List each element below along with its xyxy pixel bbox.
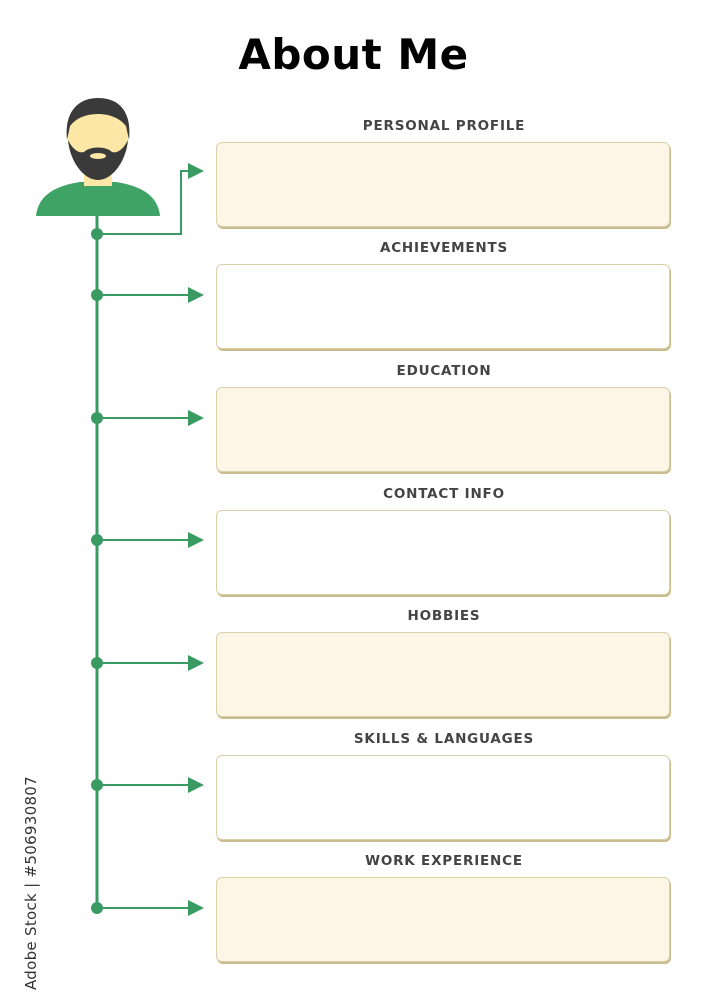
timeline-arrow-personal-profile bbox=[97, 171, 200, 234]
stock-watermark-text: Adobe Stock | #506930807 bbox=[22, 776, 40, 990]
section-label-personal-profile: PERSONAL PROFILE bbox=[362, 118, 526, 134]
timeline-dot bbox=[91, 534, 103, 546]
timeline-dot bbox=[91, 289, 103, 301]
page-title: About Me bbox=[238, 30, 469, 79]
section-label-hobbies: HOBBIES bbox=[407, 608, 481, 624]
timeline-dot bbox=[91, 228, 103, 240]
section-box-hobbies[interactable] bbox=[216, 632, 670, 717]
timeline-dot bbox=[91, 779, 103, 791]
timeline-dot bbox=[91, 657, 103, 669]
section-box-education[interactable] bbox=[216, 387, 670, 472]
timeline-dot bbox=[91, 412, 103, 424]
section-label-education: EDUCATION bbox=[396, 363, 492, 379]
section-label-work-experience: WORK EXPERIENCE bbox=[365, 853, 523, 869]
section-box-contact-info[interactable] bbox=[216, 510, 670, 595]
section-box-achievements[interactable] bbox=[216, 264, 670, 349]
section-box-skills-languages[interactable] bbox=[216, 755, 670, 840]
section-label-skills-languages: SKILLS & LANGUAGES bbox=[353, 731, 535, 747]
section-label-achievements: ACHIEVEMENTS bbox=[379, 240, 509, 256]
timeline-dot bbox=[91, 902, 103, 914]
section-box-personal-profile[interactable] bbox=[216, 142, 670, 227]
section-label-contact-info: CONTACT INFO bbox=[383, 486, 505, 502]
section-box-work-experience[interactable] bbox=[216, 877, 670, 962]
